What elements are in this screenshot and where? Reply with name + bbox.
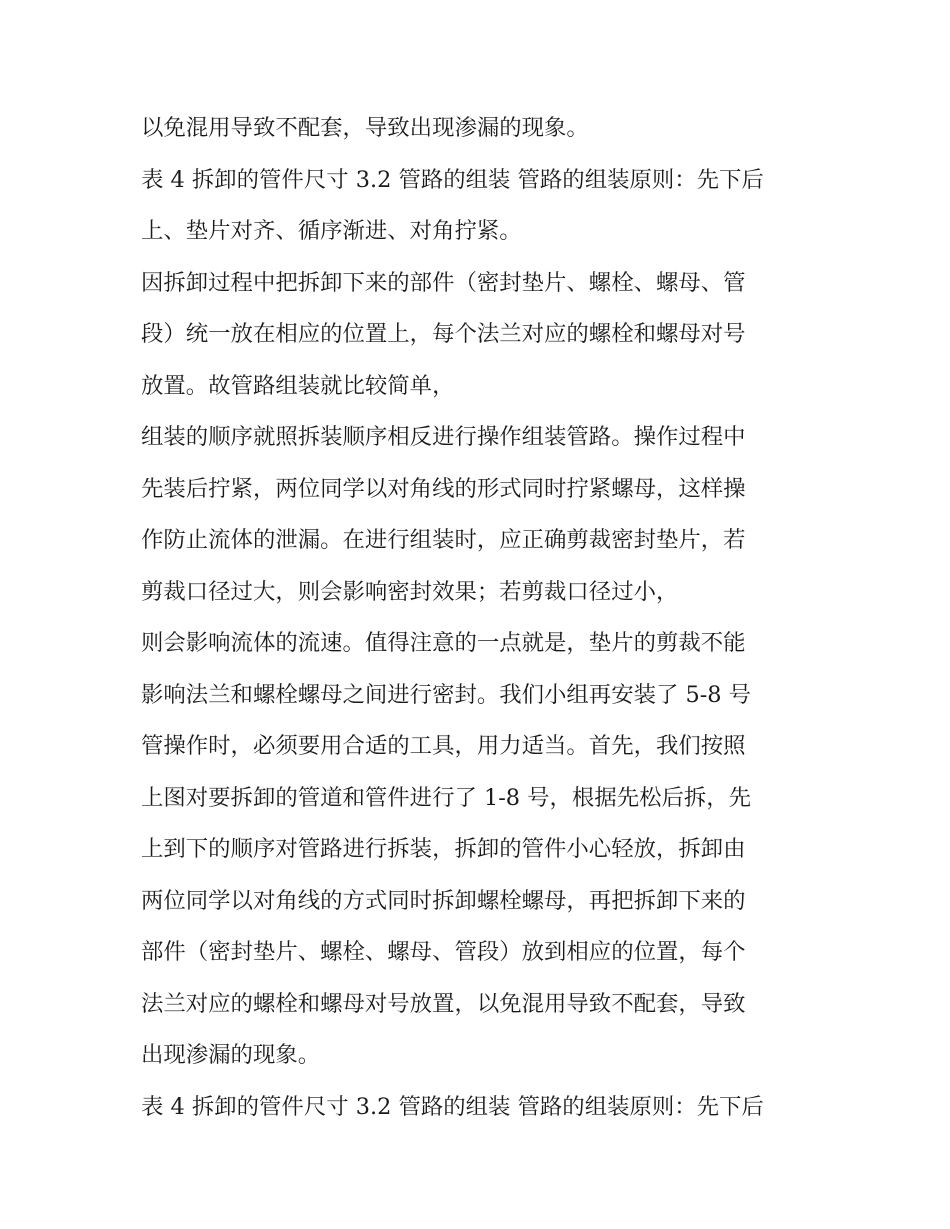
- text-line: 出现渗漏的现象。: [141, 1042, 321, 1068]
- text-line: 组装的顺序就照拆装顺序相反进行操作组装管路。操作过程中: [141, 424, 746, 450]
- text-line: 剪裁口径过大，则会影响密封效果；若剪裁口径过小，: [141, 578, 679, 605]
- text-line: 管操作时，必须要用合适的工具，用力适当。首先，我们按照: [141, 733, 746, 759]
- text-line: 先装后拧紧，两位同学以对角线的形式同时拧紧螺母，这样操: [141, 475, 746, 502]
- text-line: 则会影响流体的流速。值得注意的一点就是，垫片的剪裁不能: [141, 630, 746, 656]
- text-line: 表 4 拆卸的管件尺寸 3.2 管路的组装 管路的组装原则：先下后: [141, 1093, 764, 1120]
- text-line: 表 4 拆卸的管件尺寸 3.2 管路的组装 管路的组装原则：先下后: [141, 166, 764, 193]
- text-line: 上图对要拆卸的管道和管件进行了 1-8 号，根据先松后拆，先: [141, 784, 752, 811]
- text-line: 作防止流体的泄漏。在进行组装时，应正确剪裁密封垫片，若: [141, 527, 746, 553]
- text-line: 放置。故管路组装就比较简单，: [141, 372, 455, 399]
- text-line: 影响法兰和螺栓螺母之间进行密封。我们小组再安装了 5-8 号: [141, 681, 752, 708]
- text-line: 以免混用导致不配套，导致出现渗漏的现象。: [141, 115, 589, 141]
- text-line: 上到下的顺序对管路进行拆装，拆卸的管件小心轻放，拆卸由: [141, 836, 746, 862]
- text-line: 段）统一放在相应的位置上，每个法兰对应的螺栓和螺母对号: [141, 321, 746, 347]
- text-line: 上、垫片对齐、循序渐进、对角拧紧。: [141, 218, 522, 244]
- text-line: 部件（密封垫片、螺栓、螺母、管段）放到相应的位置，每个: [141, 939, 746, 965]
- text-line: 法兰对应的螺栓和螺母对号放置，以免混用导致不配套，导致: [141, 990, 746, 1017]
- text-line: 两位同学以对角线的方式同时拆卸螺栓螺母，再把拆卸下来的: [141, 887, 746, 914]
- text-line: 因拆卸过程中把拆卸下来的部件（密封垫片、螺栓、螺母、管: [141, 269, 746, 296]
- document-body: [141, 103, 813, 1133]
